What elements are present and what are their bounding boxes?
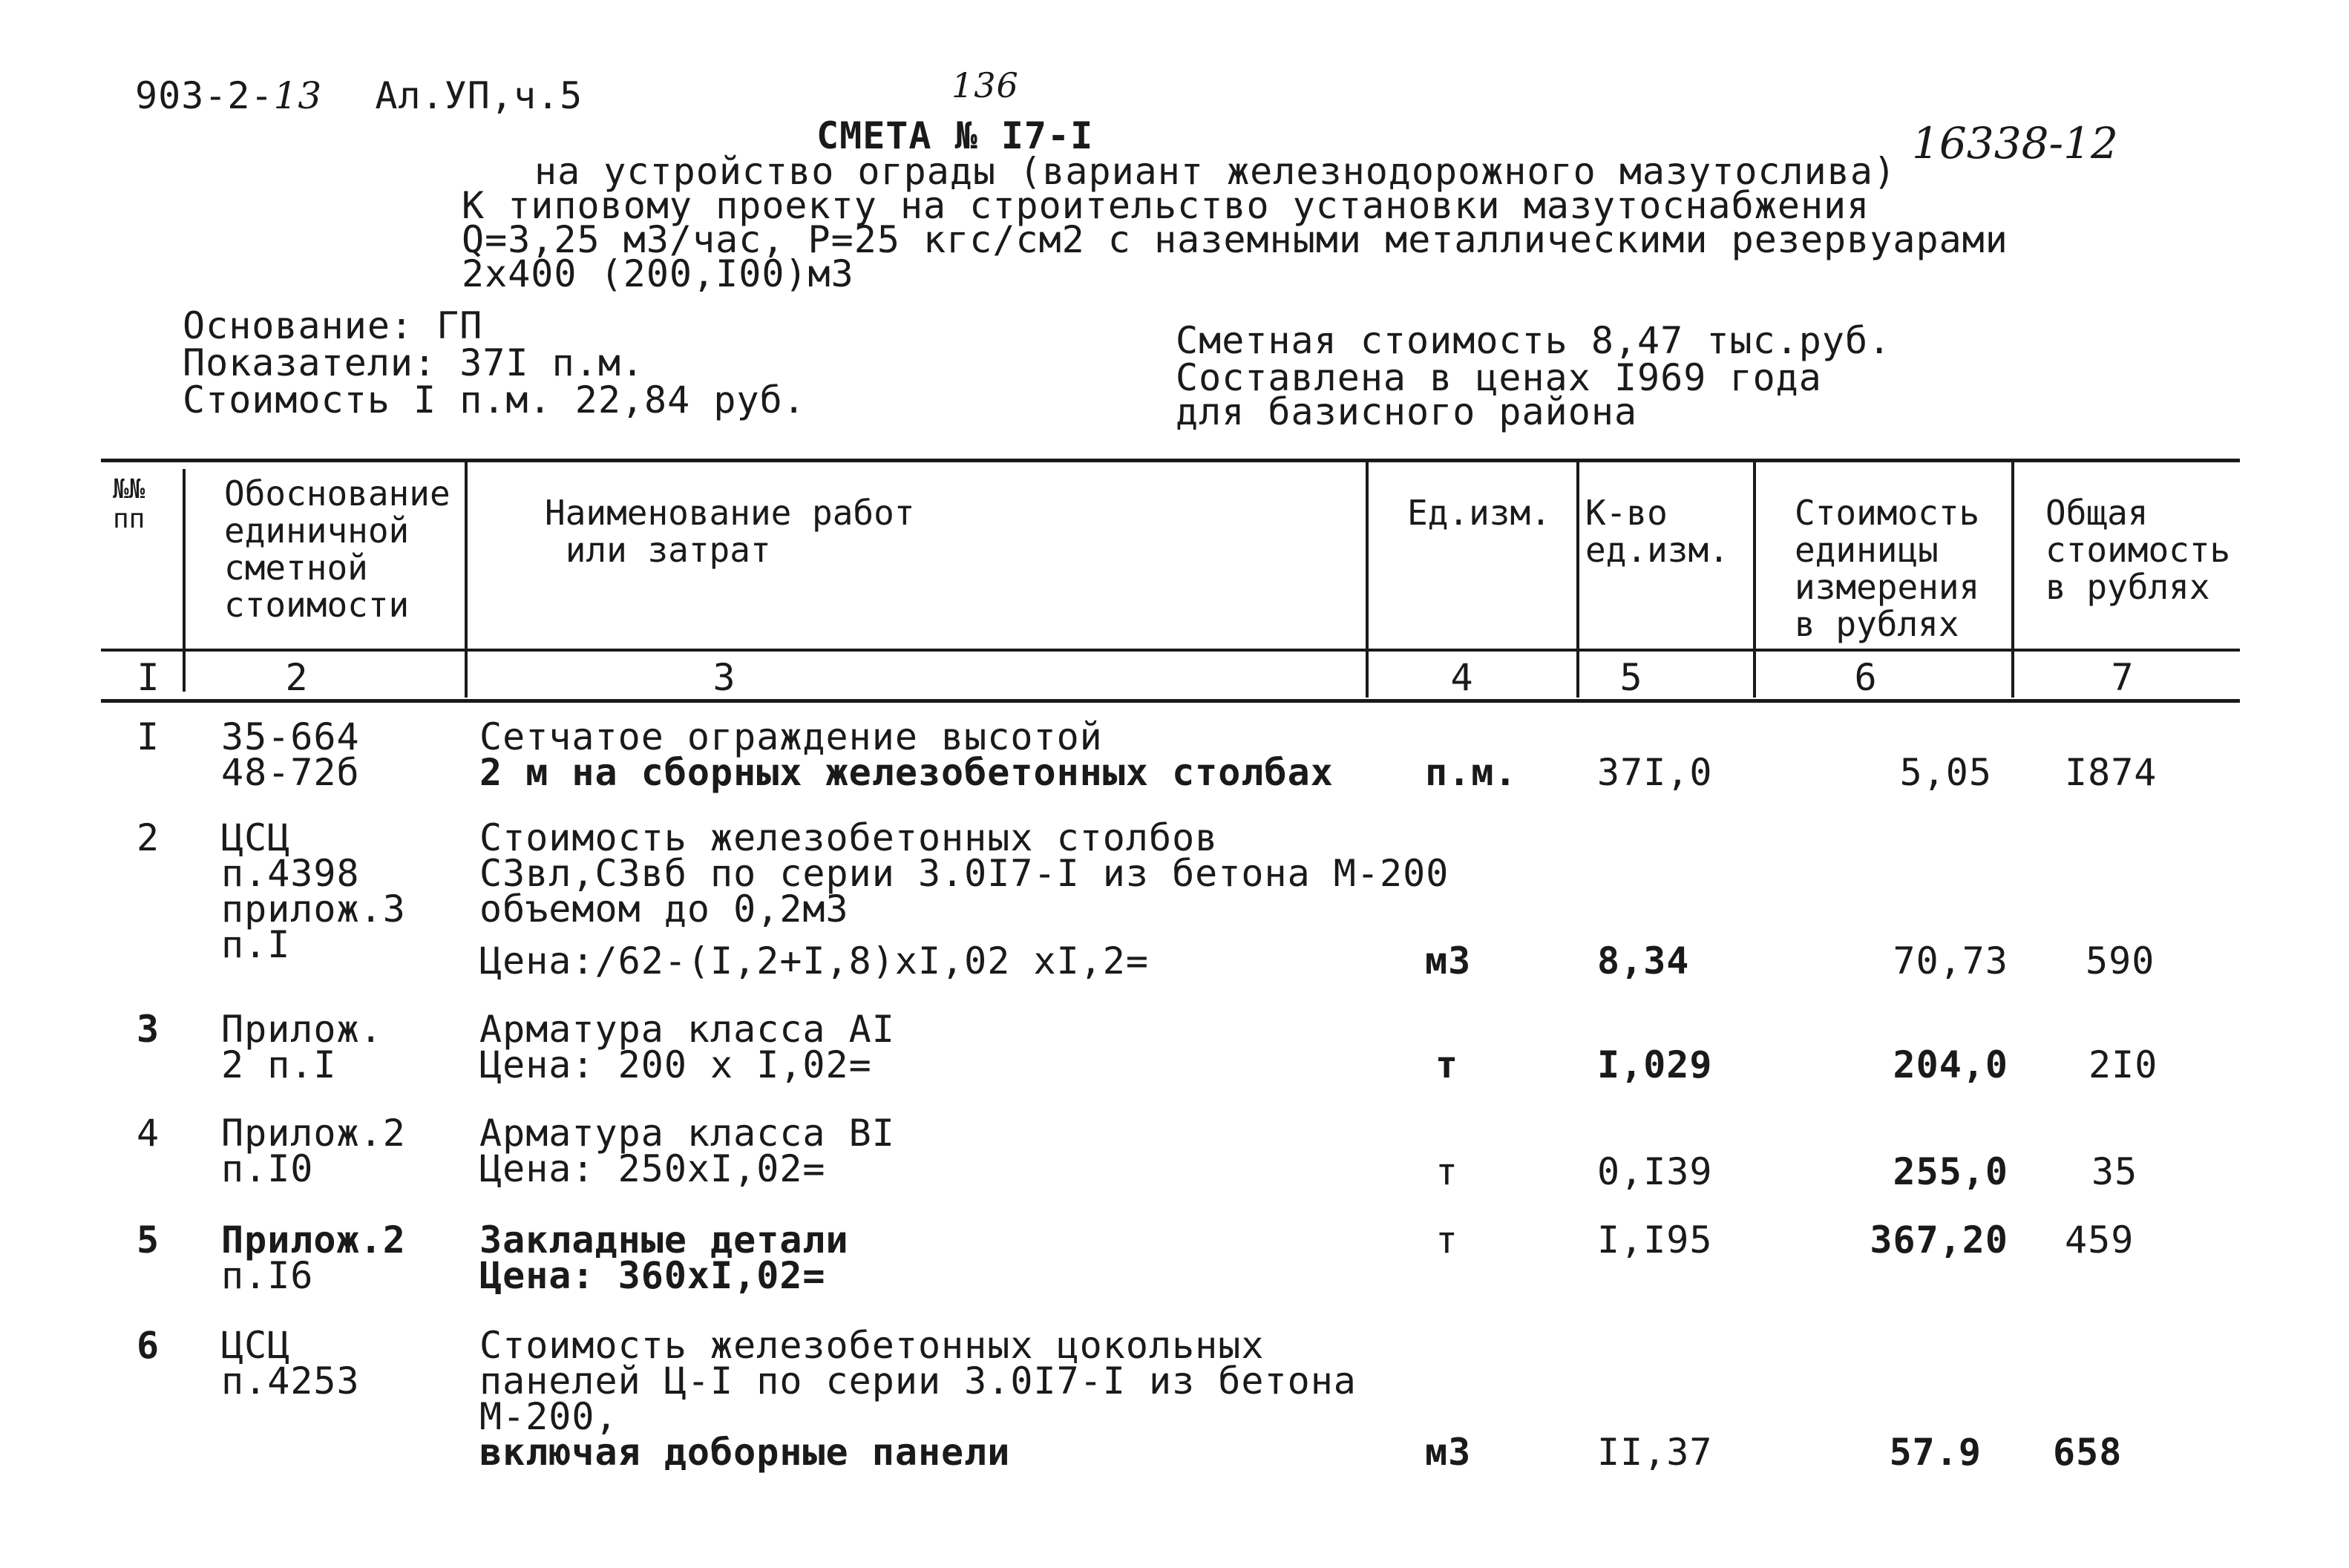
column-header-number: №№ пп (113, 474, 145, 534)
row-name-line: объемом до 0,2м3 (479, 888, 849, 931)
row-basis-line: Прилож.2 (221, 1218, 406, 1262)
row-number: I (137, 715, 160, 758)
document-code-handwritten: 13 (273, 74, 323, 117)
row-total: 2I0 (2088, 1043, 2158, 1086)
row-basis-line: п.4253 (221, 1359, 360, 1403)
column-divider-5 (1753, 460, 1756, 698)
subtitle-line-2: К типовому проекту на строительство установки мазутоснабжения (462, 184, 1870, 227)
document-code (135, 74, 583, 117)
row-quantity: I,I95 (1597, 1218, 1713, 1262)
row-name-line: Стоимость железобетонных цокольных (479, 1324, 1265, 1367)
table-top-rule (101, 459, 2240, 462)
unit-cost-info: Стоимость I п.м. 22,84 руб. (183, 378, 806, 421)
column-divider-2 (465, 460, 468, 698)
row-name-line: Цена: 200 х I,02= (479, 1043, 872, 1086)
document-code-prefix: 903-2- (135, 74, 274, 117)
row-price-formula: Цена:/62-(I,2+I,8)хI,02 хI,2= (479, 939, 1149, 983)
row-unit: п.м. (1425, 751, 1518, 794)
row-basis-line: Прилож. (221, 1008, 383, 1051)
row-quantity: 0,I39 (1597, 1150, 1713, 1193)
row-name-line: 2 м на сборных железобетонных столбах (479, 751, 1334, 794)
row-total: 459 (2065, 1218, 2135, 1262)
column-number-7: 7 (2111, 656, 2135, 699)
column-header-basis: Обоснование единичной сметной стоимости (224, 473, 451, 625)
column-header-unit-cost: Стоимость единицы измерения в рублях (1795, 493, 1980, 644)
row-basis-line: п.I6 (221, 1254, 314, 1297)
column-divider-6 (2011, 460, 2014, 698)
page-number: 136 (951, 65, 1019, 105)
row-basis-line: ЦСЦ (221, 1324, 291, 1367)
column-number-3: 3 (712, 656, 736, 699)
row-name-line: Арматура класса BI (479, 1112, 895, 1155)
row-unit: т (1435, 1218, 1459, 1262)
archive-stamp-number: 16338-12 (1912, 118, 2118, 168)
row-basis-line: Прилож.2 (221, 1112, 406, 1155)
row-name-line: Арматура класса AI (479, 1008, 895, 1051)
row-unit: т (1435, 1043, 1459, 1086)
row-name-line: Стоимость железобетонных столбов (479, 816, 1219, 859)
row-unit-cost: 204,0 (1893, 1043, 2008, 1086)
row-unit: т (1435, 1150, 1459, 1193)
row-unit-cost: 255,0 (1893, 1150, 2008, 1193)
column-number-1: I (137, 656, 160, 699)
row-basis-line: прилож.3 (221, 888, 406, 931)
row-unit-cost: 367,20 (1870, 1218, 2008, 1262)
row-name-line: Сетчатое ограждение высотой (479, 715, 1103, 758)
row-basis-line: п.4398 (221, 852, 360, 895)
row-unit-cost: 70,73 (1893, 939, 2008, 983)
row-total: 658 (2053, 1431, 2123, 1474)
row-number: 3 (137, 1008, 160, 1051)
subtitle-line-4: 2х400 (200,I00)м3 (462, 252, 854, 295)
column-header-unit: Ед.изм. (1407, 493, 1551, 533)
column-number-4: 4 (1450, 656, 1474, 699)
column-numbers-bottom-rule (101, 699, 2240, 703)
column-number-6: 6 (1854, 656, 1878, 699)
row-basis-line: 35-664 (221, 715, 360, 758)
album-reference: Ал.УП,ч.5 (375, 74, 583, 117)
row-basis-line: п.I (221, 923, 291, 966)
subtitle-line-3: Q=3,25 м3/час, Р=25 кгс/см2 с наземными металлическими резервуарами (462, 218, 2008, 261)
basis-info: Основание: ГП (183, 304, 483, 347)
row-number: 5 (137, 1218, 160, 1262)
column-divider-4 (1576, 460, 1579, 698)
column-divider-3 (1366, 460, 1369, 698)
price-level-info: Составлена в ценах I969 года (1176, 356, 1822, 399)
region-info: для базисного района (1176, 390, 1638, 433)
row-unit-cost: 57.9 (1889, 1431, 1982, 1474)
column-header-quantity: К-во ед.изм. (1585, 493, 1729, 570)
estimate-title: СМЕТА № I7-I (816, 114, 1094, 157)
column-header-work-name: Наименование работ или затрат (545, 493, 915, 570)
row-basis-line: ЦСЦ (221, 816, 291, 859)
row-total: I874 (2065, 751, 2158, 794)
column-divider-1 (183, 469, 186, 692)
row-name-line: Цена: 360хI,02= (479, 1254, 826, 1297)
row-name-line: включая доборные панели (479, 1431, 1011, 1474)
header-bottom-rule (101, 649, 2240, 652)
row-quantity: 8,34 (1597, 939, 1690, 983)
row-basis-line: п.I0 (221, 1147, 314, 1190)
row-total: 590 (2086, 939, 2155, 983)
row-name-line: панелей Ц-I по серии 3.0I7-I из бетона (479, 1359, 1357, 1403)
row-name-line: Цена: 250хI,02= (479, 1147, 826, 1190)
row-unit-cost: 5,05 (1899, 751, 1992, 794)
row-number: 2 (137, 816, 160, 859)
subtitle-line-1: на устройство ограды (вариант железнодорожного мазутослива) (534, 150, 1897, 193)
row-number: 4 (137, 1112, 160, 1155)
row-name-line: Закладные детали (479, 1218, 849, 1262)
estimated-cost-info: Сметная стоимость 8,47 тыс.руб. (1176, 319, 1892, 362)
column-number-5: 5 (1619, 656, 1643, 699)
row-quantity: I,029 (1597, 1043, 1713, 1086)
column-number-2: 2 (285, 656, 309, 699)
row-number: 6 (137, 1324, 160, 1367)
row-unit: м3 (1425, 1431, 1472, 1474)
row-unit: м3 (1425, 939, 1472, 983)
row-name-line: М-200, (479, 1395, 618, 1438)
column-header-total: Общая стоимость в рублях (2045, 493, 2231, 607)
row-quantity: 37I,0 (1597, 751, 1713, 794)
row-total: 35 (2091, 1150, 2138, 1193)
row-quantity: II,37 (1597, 1431, 1713, 1474)
row-basis-line: 48-72б (221, 751, 360, 794)
indicators-info: Показатели: 37I п.м. (183, 341, 645, 384)
row-basis-line: 2 п.I (221, 1043, 337, 1086)
row-name-line: СЗвл,СЗвб по серии 3.0I7-I из бетона М-200 (479, 852, 1449, 895)
